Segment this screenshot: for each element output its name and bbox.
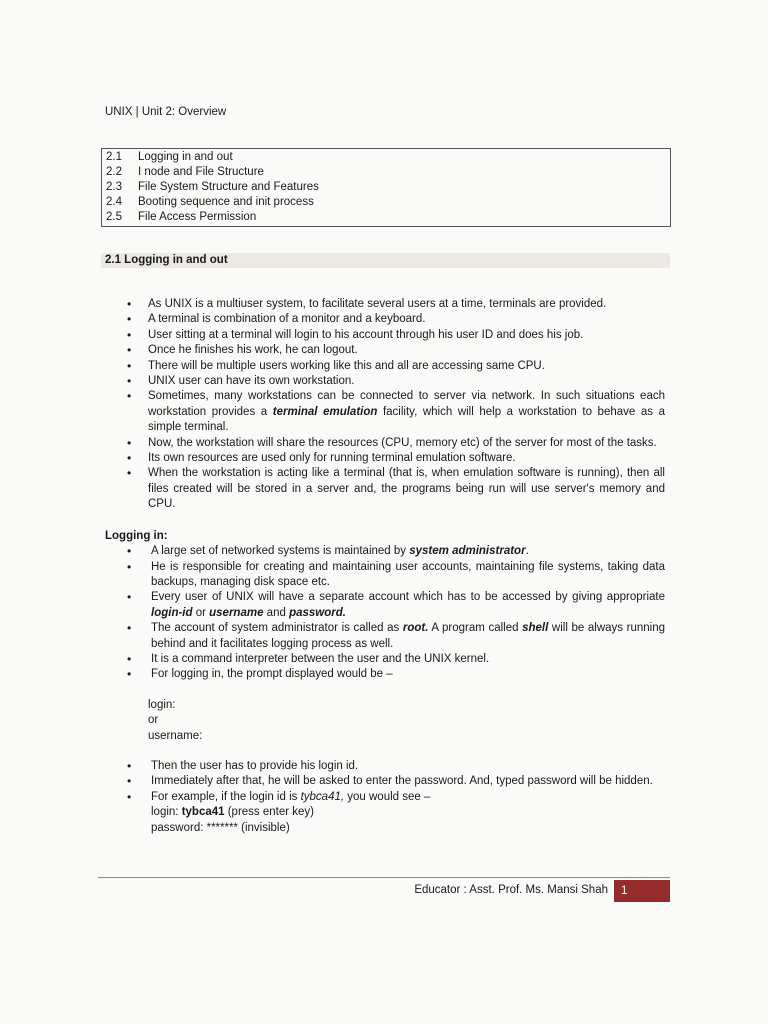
list-item bbox=[151, 790, 665, 836]
text: Every user of UNIX will have a separate account which has to be accessed by giving appropriate bbox=[151, 591, 665, 604]
text: and bbox=[263, 606, 290, 619]
emphasis: password. bbox=[289, 606, 346, 619]
toc-title: Booting sequence and init process bbox=[138, 196, 314, 208]
intro-bullet-list bbox=[105, 297, 665, 513]
emphasis: system administrator bbox=[409, 545, 526, 558]
emphasis: login-id bbox=[151, 606, 193, 619]
logging-in-heading: Logging in: bbox=[105, 529, 168, 542]
toc-title: Logging in and out bbox=[138, 151, 233, 163]
page-number: 1 bbox=[621, 885, 628, 897]
toc-num: 2.2 bbox=[106, 166, 122, 178]
prompt-line: login: bbox=[148, 698, 176, 711]
list-item: • When the workstation is acting like a terminal (that is, when emulation software is running), then all files created will be stored in a server and, the programs being run will use server's memory and CPU. bbox=[148, 466, 665, 512]
login-value: tybca41 bbox=[181, 806, 225, 819]
list-item: • He is responsible for creating and maintaining user accounts, maintaining file systems, taking data backups, managing disk space etc. bbox=[151, 560, 665, 591]
list-item: • Its own resources are used only for running terminal emulation software. bbox=[148, 451, 665, 466]
emphasis: root. bbox=[402, 622, 429, 635]
password-example-line: password: ******* (invisible) bbox=[151, 821, 290, 834]
list-item: • Then the user has to provide his login id. bbox=[151, 759, 665, 774]
text: Sometimes, many workstations can be connected to server via network. In such situations each workstation provides a bbox=[148, 390, 665, 418]
text: will be always running behind and it facilitates logging process as well. bbox=[151, 622, 665, 650]
list-item: • As UNIX is a multiuser system, to facilitate several users at a time, terminals are provided. bbox=[148, 297, 665, 312]
emphasis: shell bbox=[522, 622, 549, 635]
text: A program called bbox=[428, 622, 523, 635]
logging-in-bullet-list-2 bbox=[105, 759, 665, 836]
list-item: • A terminal is combination of a monitor and a keyboard. bbox=[148, 312, 665, 327]
toc-title: File System Structure and Features bbox=[138, 181, 319, 193]
list-item: • Once he finishes his work, he can logout. bbox=[148, 343, 665, 358]
text: you would see – bbox=[344, 790, 431, 803]
list-item: • User sitting at a terminal will login to his account through his user ID and does his job. bbox=[148, 328, 665, 343]
text: (press enter key) bbox=[224, 806, 315, 819]
emphasis: tybca41, bbox=[300, 790, 345, 803]
list-item bbox=[151, 544, 665, 559]
toc-num: 2.1 bbox=[106, 151, 122, 163]
page-content bbox=[105, 297, 665, 836]
list-item bbox=[151, 621, 665, 652]
list-item: • There will be multiple users working like this and all are accessing same CPU. bbox=[148, 359, 665, 374]
logging-in-bullet-list bbox=[105, 544, 665, 683]
prompt-line: or bbox=[148, 714, 159, 727]
text: For example, if the login id is bbox=[151, 790, 301, 803]
toc-num: 2.3 bbox=[106, 181, 122, 193]
section-heading bbox=[101, 253, 670, 268]
emphasis: username bbox=[209, 606, 264, 619]
educator-credit: Educator : Asst. Prof. Ms. Mansi Shah bbox=[414, 884, 608, 896]
toc-title: I node and File Structure bbox=[138, 166, 264, 178]
list-item bbox=[148, 389, 665, 435]
toc-row bbox=[102, 165, 670, 180]
toc-title: File Access Permission bbox=[138, 211, 257, 223]
footer-divider bbox=[98, 877, 670, 878]
prompt-line: username: bbox=[148, 729, 203, 742]
text: login: bbox=[151, 806, 182, 819]
toc-num: 2.5 bbox=[106, 211, 122, 223]
toc-row bbox=[102, 150, 670, 165]
section-title: 2.1 Logging in and out bbox=[105, 254, 228, 266]
page-number-badge bbox=[614, 880, 670, 902]
text: facility, which will help a workstation to behave as a simple terminal. bbox=[148, 405, 665, 434]
table-of-contents bbox=[101, 148, 671, 227]
toc-row bbox=[102, 210, 670, 225]
emphasis: terminal emulation bbox=[272, 405, 378, 418]
page-header: UNIX | Unit 2: Overview bbox=[105, 106, 227, 118]
toc-row bbox=[102, 180, 670, 195]
list-item: • Immediately after that, he will be asked to enter the password. And, typed password will be hidden. bbox=[151, 774, 665, 789]
list-item: • It is a command interpreter between the user and the UNIX kernel. bbox=[151, 652, 665, 667]
toc-num: 2.4 bbox=[106, 196, 122, 208]
list-item: • For logging in, the prompt displayed would be – bbox=[151, 667, 665, 682]
text: The account of system administrator is called as bbox=[151, 622, 403, 635]
text: A large set of networked systems is maintained by bbox=[151, 545, 410, 558]
toc-row bbox=[102, 195, 670, 210]
login-example-line bbox=[151, 805, 665, 820]
list-item: • Now, the workstation will share the resources (CPU, memory etc) of the server for most of the tasks. bbox=[148, 436, 665, 451]
page-footer bbox=[98, 880, 670, 902]
login-prompt-example bbox=[105, 698, 665, 744]
text: . bbox=[525, 545, 529, 558]
list-item: • UNIX user can have its own workstation. bbox=[148, 374, 665, 389]
text: or bbox=[192, 606, 210, 619]
list-item bbox=[151, 590, 665, 621]
